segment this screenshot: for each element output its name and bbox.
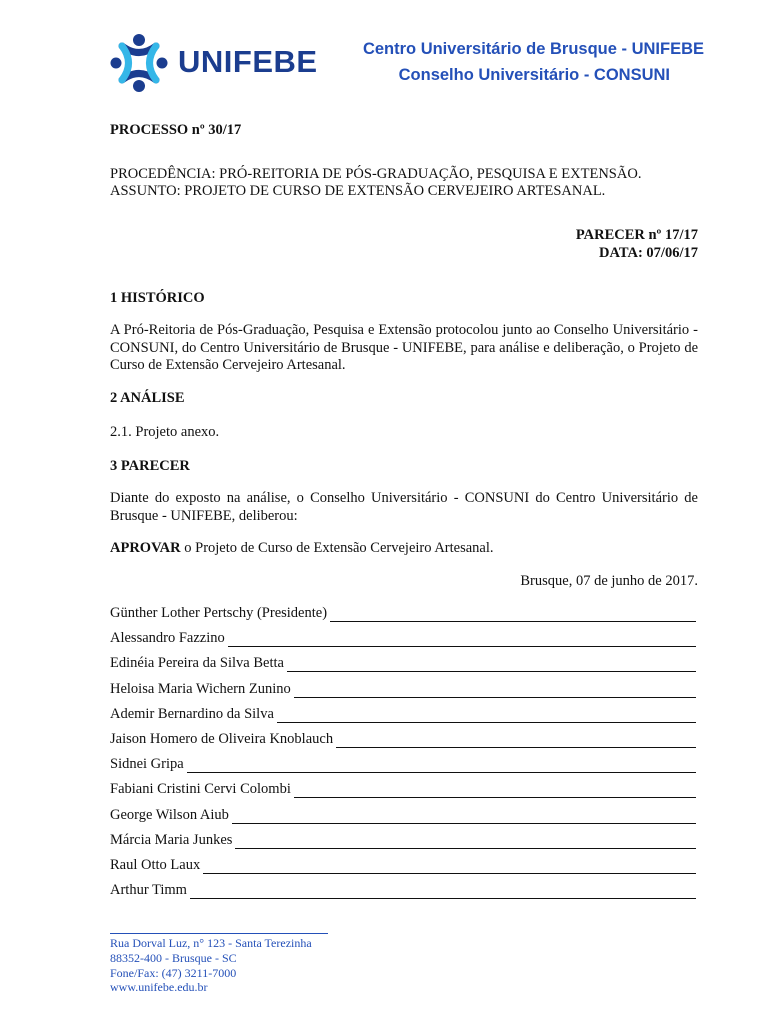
signature-line — [203, 860, 696, 874]
decision-keyword: APROVAR — [110, 540, 181, 556]
signatory-name: Jaison Homero de Oliveira Knoblauch — [110, 731, 334, 747]
signatory-name: Ademir Bernardino da Silva — [110, 705, 274, 722]
signature-row — [110, 655, 696, 672]
signature-line — [294, 784, 696, 798]
signature-row — [110, 781, 696, 798]
signatory-name: Fabiani Cristini Cervi Colombi — [110, 781, 291, 798]
signatory-name: George Wilson Aiub — [110, 806, 229, 823]
signatory-name: Edinéia Pereira da Silva Betta — [110, 655, 284, 672]
signature-row — [110, 832, 696, 849]
process-number: PROCESSO nº 30/17 — [110, 122, 242, 138]
signature-line — [294, 684, 696, 698]
parecer-number: PARECER nº 17/17 — [575, 227, 698, 243]
signature-line — [187, 759, 696, 773]
signature-row — [110, 731, 696, 748]
decision-line — [110, 539, 494, 557]
signature-line — [232, 810, 696, 824]
unifebe-logo-icon — [108, 32, 170, 94]
signature-line — [287, 658, 696, 672]
procedencia: PROCEDÊNCIA: PRÓ-REITORIA DE PÓS-GRADUAÇÃO, PESQUISA E EXTENSÃO. — [110, 166, 642, 182]
section-parecer-text: Diante do exposto na análise, o Conselho Universitário - CONSUNI do Centro Universitário de Brusque - UNIFEBE, deliberou: — [110, 490, 698, 524]
signatory-name: Günther Lother Pertschy (Presidente) — [110, 605, 328, 621]
signature-row — [110, 882, 696, 899]
signature-line — [190, 885, 696, 899]
signature-line — [228, 633, 696, 647]
signatory-name: Arthur Timm — [110, 882, 187, 899]
signatory-name: Raul Otto Laux — [110, 857, 201, 873]
signatory-name: Heloisa Maria Wichern Zunino — [110, 680, 291, 697]
signature-row — [110, 681, 696, 698]
signature-row — [110, 807, 696, 824]
signature-line — [235, 835, 696, 849]
footer-website[interactable]: www.unifebe.edu.br — [110, 980, 208, 994]
section-analise-title: 2 ANÁLISE — [110, 390, 185, 406]
footer-phone: Fone/Fax: (47) 3211-7000 — [110, 966, 237, 980]
signatory-name: Márcia Maria Junkes — [110, 831, 233, 848]
parecer-date: DATA: 07/06/17 — [599, 245, 698, 261]
section-parecer-title: 3 PARECER — [110, 458, 190, 474]
section-historico-title: 1 HISTÓRICO — [110, 290, 205, 306]
signature-line — [330, 608, 696, 622]
signature-row — [110, 605, 696, 622]
section-analise-text: 2.1. Projeto anexo. — [110, 424, 220, 440]
signature-row — [110, 706, 696, 723]
decision-text: o Projeto de Curso de Extensão Cervejeiro Artesanal. — [180, 540, 494, 556]
signatory-name: Sidnei Gripa — [110, 756, 184, 773]
assunto: ASSUNTO: PROJETO DE CURSO DE EXTENSÃO CERVEJEIRO ARTESANAL. — [110, 183, 606, 199]
signature-line — [277, 709, 696, 723]
signature-row — [110, 756, 696, 773]
logo-wordmark: UNIFEBE — [178, 44, 318, 79]
council-name: Conselho Universitário - CONSUNI — [398, 66, 670, 84]
place-date: Brusque, 07 de junho de 2017. — [520, 573, 698, 589]
signature-row — [110, 630, 696, 647]
section-historico-text: A Pró-Reitoria de Pós-Graduação, Pesquisa e Extensão protocolou junto ao Conselho Universitário - CONSUNI, do Centro Universitário de Brusque - UNIFEBE, para análise e deliberação, o Projeto de Curso de Extensão Cervejeiro Artesanal. — [110, 322, 698, 373]
footer-divider — [110, 933, 328, 934]
signature-line — [336, 734, 696, 748]
signature-row — [110, 857, 696, 874]
institution-name: Centro Universitário de Brusque - UNIFEBE — [362, 40, 704, 58]
footer-cep: 88352-400 - Brusque - SC — [110, 951, 237, 965]
footer-address: Rua Dorval Luz, n° 123 - Santa Terezinha — [110, 936, 312, 950]
signatory-name: Alessandro Fazzino — [110, 630, 225, 647]
